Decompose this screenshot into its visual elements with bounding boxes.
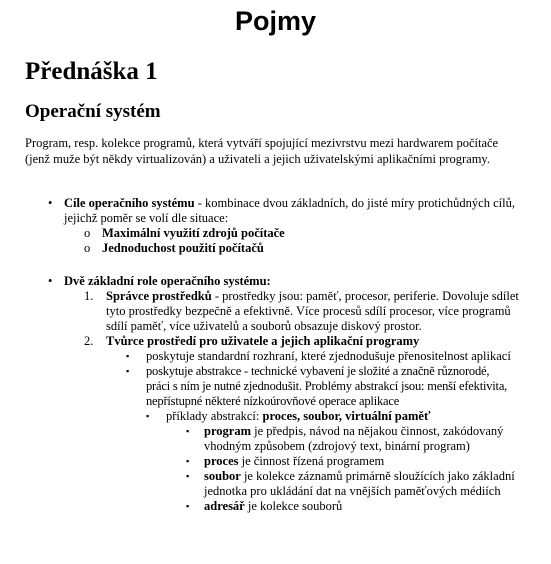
goal-item xyxy=(84,241,518,256)
bullet-text: poskytuje abstrakce - technické vybavení je složité a značně různorodé, práci s ním je nutné zjednodušit. Problémy abstrakcí jsou: menší efektivita, nepřístupné některé nízkoúrovňové operace aplikace xyxy=(146,364,508,408)
square-bullet-icon: ▪ xyxy=(186,501,190,511)
circle-bullet-icon: o xyxy=(84,241,91,255)
term-name: program xyxy=(204,424,251,438)
term-item xyxy=(186,454,516,469)
examples-prefix: příklady abstrakcí: xyxy=(166,409,263,423)
examples-list xyxy=(146,409,516,514)
bullet-text: poskytuje standardní rozhraní, které zjednodušuje přenositelnost aplikací xyxy=(146,349,511,363)
square-bullet-icon: ▪ xyxy=(186,456,190,466)
list-item-roles xyxy=(48,274,518,514)
goal-item-label: Maximální využití zdrojů počítače xyxy=(102,226,285,240)
term-definition: je předpis, návod na nějakou činnost, zakódovaný vhodným způsobem (zdrojový text, binární program) xyxy=(204,424,504,453)
square-bullet-icon: ▪ xyxy=(146,411,150,421)
terms-list xyxy=(186,424,516,514)
role-term: Tvůrce prostředí pro uživatele a jejich aplikační programy xyxy=(106,334,420,348)
role-item-1 xyxy=(84,289,524,334)
term-item xyxy=(186,424,516,454)
disc-bullet-icon: • xyxy=(48,196,53,210)
term-name: adresář xyxy=(204,499,245,513)
page-title: Pojmy xyxy=(234,6,317,36)
term-item xyxy=(186,469,516,499)
top-level-list xyxy=(48,196,518,514)
term-definition: je činnost řízená programem xyxy=(238,454,385,468)
section-heading: Operační systém xyxy=(25,101,161,122)
role-item-2 xyxy=(84,334,524,514)
square-bullet-icon: ▪ xyxy=(186,471,190,481)
term-item xyxy=(186,499,516,514)
list-item xyxy=(126,349,516,364)
list-item-goals xyxy=(48,196,518,256)
square-bullet-icon: ▪ xyxy=(126,366,130,376)
roles-list xyxy=(84,289,524,514)
lecture-heading: Přednáška 1 xyxy=(25,58,158,85)
goals-text: - kombinace dvou základních, do jisté míry protichůdných cílů, jejichž poměr se volí dle situace: xyxy=(64,196,515,225)
list-number: 1. xyxy=(84,289,94,303)
role-2-bullets xyxy=(126,349,516,514)
term-name: proces xyxy=(204,454,239,468)
role-term: Správce prostředků xyxy=(106,289,212,303)
roles-heading: Dvě základní role operačního systému: xyxy=(64,274,271,288)
term-definition: je kolekce záznamů primárně sloužících jako základní jednotka pro ukládání dat na vnějších paměťových médiích xyxy=(204,469,515,498)
goals-term: Cíle operačního systému xyxy=(64,196,195,210)
term-name: soubor xyxy=(204,469,241,483)
list-number: 2. xyxy=(84,334,94,348)
examples-terms: proces, soubor, virtuální paměť xyxy=(262,409,431,423)
examples-item xyxy=(146,409,516,514)
goals-sublist xyxy=(84,226,518,256)
list-item xyxy=(126,364,516,514)
square-bullet-icon: ▪ xyxy=(126,351,130,361)
role-text: - prostředky jsou: paměť, procesor, periferie. Dovoluje sdílet tyto prostředky bezpečně a efektivně. Více procesů sdílí procesor, více programů sdílí paměť, více uživatelů a souborů obsazuje diskový prostor. xyxy=(106,289,519,333)
goal-item xyxy=(84,226,518,241)
term-definition: je kolekce souborů xyxy=(244,499,343,513)
square-bullet-icon: ▪ xyxy=(186,426,190,436)
circle-bullet-icon: o xyxy=(84,226,91,240)
goal-item-label: Jednoduchost použití počítačů xyxy=(102,241,264,255)
intro-paragraph: Program, resp. kolekce programů, která vytváří spojující mezivrstvu mezi hardwarem počítače (jenž muže být někdy virtualizován) a uživateli a jejich uživatelskými aplikačními programy. xyxy=(25,136,499,166)
document-body xyxy=(0,196,551,514)
disc-bullet-icon: • xyxy=(48,274,53,288)
